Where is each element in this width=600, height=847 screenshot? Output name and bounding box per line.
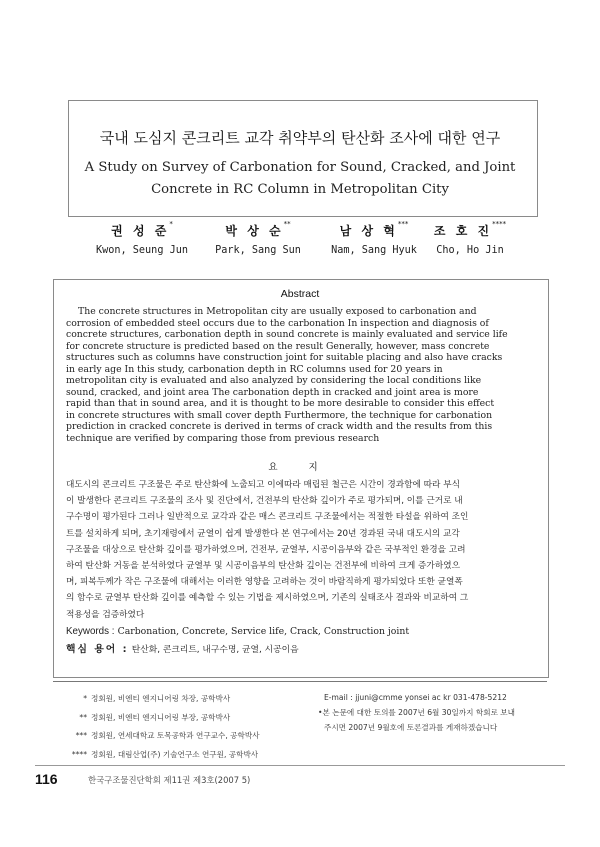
- page-number: 116: [35, 771, 58, 787]
- author-2: [198, 222, 318, 256]
- affiliation-text: 정회원, 대림산업(주) 기술연구소 연구원, 공학박사: [91, 749, 259, 759]
- journal-info: 한국구조물진단학회 제11권 제3호(2007 5): [88, 775, 251, 785]
- korean-summary-line: 구수명이 평가된다 그러나 일반적으로 교각과 같은 매스 콘크리트 구조물에서는 적절한 타설을 위하여 조인: [66, 512, 469, 523]
- discussion-note-line1: •본 논문에 대한 토의를 2007년 6월 30일까지 학회로 보내: [318, 708, 515, 717]
- contact-email: E-mail : jjuni@cmme yonsei ac kr 031-478-5212: [324, 693, 507, 702]
- author-mark: **: [283, 220, 291, 228]
- korean-summary-line: 의 함수로 균열부 탄산화 깊이를 예측할 수 있는 기법을 제시하였으며, 기존의 실태조사 결과와 비교하여 그: [66, 593, 469, 604]
- keywords-label-korean: 핵심 용어 :: [66, 644, 129, 655]
- abstract-line: metropolitan city is evaluated and also analyzed by considering the local conditions like: [66, 375, 482, 386]
- keywords-korean: [66, 641, 536, 655]
- korean-summary-line: 하여 탄산화 거동을 분석하였다 균열부 및 시공이음부의 탄산화 깊이는 건전부에 비하여 크게 증가하였으: [66, 561, 460, 572]
- korean-summary-line: 대도시의 콘크리트 구조물은 주로 탄산화에 노출되고 이에따라 매립된 철근은 시간이 경과함에 따라 부식: [66, 480, 460, 490]
- author-name-english: Cho, Ho Jin: [436, 245, 504, 256]
- korean-summary-heading: 요 지: [268, 462, 332, 473]
- author-affiliations: [55, 690, 305, 764]
- abstract-line: for concrete structure is predicted based on the result Generally, however, mass concrete: [66, 340, 490, 352]
- author-name-english: Nam, Sang Hyuk: [331, 245, 417, 256]
- author-name-korean: 남 상 혁: [339, 224, 398, 238]
- author-name-korean: 권 성 준: [111, 224, 170, 238]
- title-english-line1: A Study on Survey of Carbonation for Sound, Cracked, and Joint: [84, 160, 516, 175]
- affiliation-mark: ****: [71, 749, 87, 759]
- affiliation-item: [55, 746, 305, 765]
- keywords-english: [66, 626, 536, 637]
- korean-summary-line: 트를 설치하게 되며, 초기재령에서 균열이 쉽게 발생한다 본 연구에서는 20년 경과된 국내 대도시의 교각: [66, 528, 460, 539]
- abstract-line: prediction in cracked concrete is derived in terms of crack width and the results from this: [66, 421, 493, 432]
- title-english-line2: Concrete in RC Column in Metropolitan City: [151, 182, 449, 197]
- abstract-line: technique are verified by comparing those from previous research: [66, 432, 380, 444]
- korean-summary-line: 적용성을 검증하였다: [66, 609, 145, 620]
- abstract-line: in concrete structures with small cover depth Furthermore, the technique for carbonation: [66, 409, 493, 421]
- title-korean: 국내 도심지 콘크리트 교각 취약부의 탄산화 조사에 대한 연구: [99, 129, 501, 147]
- korean-summary-line: 구조물을 대상으로 탄산화 깊이를 평가하였으며, 건전부, 균열부, 시공이음부와 같은 국부적인 환경을 고려: [66, 544, 466, 555]
- affiliation-mark: *: [83, 694, 87, 703]
- affiliation-item: [55, 690, 305, 709]
- author-name-english: Kwon, Seung Jun: [95, 245, 188, 256]
- abstract-line: The concrete structures in Metropolitan city are usually exposed to carbonation and: [78, 306, 477, 317]
- korean-summary-line: 이 발생한다 콘크리트 구조물의 조사 및 진단에서, 건전부의 탄산화 깊이가 주로 평가되며, 이를 근거로 내: [66, 496, 463, 507]
- author-mark: ***: [397, 220, 409, 228]
- abstract-line: sound, cracked, and joint area The carbonation depth in cracked and joint area is more: [66, 386, 479, 398]
- abstract-heading: Abstract: [280, 288, 320, 300]
- discussion-note-line2: 주시면 2007년 9월호에 토론결과를 게재하겠습니다: [324, 723, 498, 732]
- abstract-line: corrosion of embedded steel occurs due to the carbonation In inspection and diagnosis of: [66, 317, 489, 329]
- affiliation-text: 정회원, 연세대학교 토목공학과 연구교수, 공학박사: [91, 731, 260, 740]
- keywords-label: Keywords :: [66, 626, 115, 637]
- abstract-line: concrete structures, carbonation depth in sound concrete is mainly evaluated and service life: [66, 329, 508, 340]
- author-4: [410, 222, 530, 256]
- keywords-value-korean: 탄산화, 콘크리트, 내구수명, 균열, 시공이음: [131, 645, 299, 655]
- footer-rule: [35, 765, 565, 766]
- abstract-line: structures such as columns have construction joint for suitable placing and also have cracks: [66, 352, 503, 363]
- author-name-korean: 박 상 순: [225, 224, 284, 238]
- affiliation-item: [55, 727, 305, 746]
- author-mark: ****: [492, 220, 507, 228]
- affiliation-item: [55, 709, 305, 728]
- author-1: [82, 222, 202, 256]
- affiliation-text: 정회원, 비엔티 엔지니어링 차장, 공학박사: [91, 694, 231, 703]
- keywords-section: [66, 626, 536, 659]
- korean-summary-body: [66, 477, 538, 623]
- abstract-body: [66, 306, 536, 444]
- keywords-value: Carbonation, Concrete, Service life, Crack, Construction joint: [117, 626, 410, 637]
- abstract-line: rapid than that in sound area, and it is thought to be more desirable to consider this effect: [66, 398, 495, 409]
- korean-summary-line: 며, 피복두께가 작은 구조물에 대해서는 이러한 영향을 고려하는 것이 바람직하게 평가되었다 또한 균열폭: [66, 577, 463, 588]
- affiliation-mark: ***: [75, 731, 87, 740]
- author-name-english: Park, Sang Sun: [215, 245, 301, 256]
- footnote-divider: [53, 681, 547, 682]
- author-name-korean: 조 호 진: [433, 224, 493, 238]
- affiliation-mark: **: [79, 712, 87, 722]
- author-mark: *: [169, 220, 173, 228]
- contact-notes: [318, 690, 558, 735]
- title-box: [68, 100, 538, 217]
- abstract-line: in early age In this study, carbonation depth in RC columns used for 20 years in: [66, 363, 443, 375]
- affiliation-text: 정회원, 비엔티 엔지니어링 부장, 공학박사: [91, 712, 231, 722]
